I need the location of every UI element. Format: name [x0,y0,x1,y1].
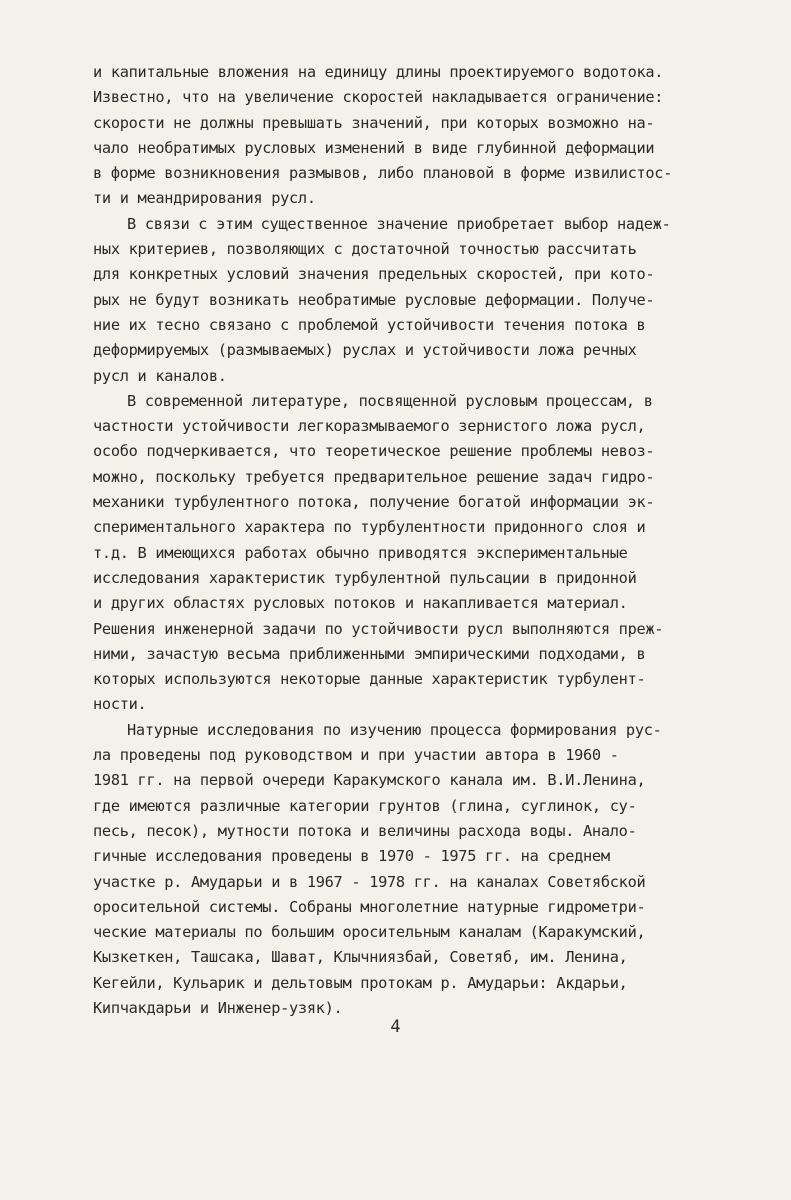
text-line: т.д. В имеющихся работах обычно приводятся экспериментальные [93,543,628,562]
text-line: ческие материалы по большим оросительным каналам (Каракумский, [93,923,646,942]
text-line: ними, зачастую весьма приближенными эмпирическими подходами, в [93,644,646,663]
text-line: песь, песок), мутности потока и величины расхода воды. Анало- [93,821,637,840]
page-number: 4 [390,1017,401,1037]
text-line: Кегейли, Кульарик и дельтовым протокам р. Амударьи: Акдарьи, [93,973,628,992]
text-line: механики турбулентного потока, получение богатой информации эк- [93,493,655,512]
text-line: 1981 гг. на первой очереди Каракумского канала им. В.И.Ленина, [93,771,646,790]
text-line: ти и меандрирования русл. [93,189,316,208]
text-line: В современной литературе, посвященной русловым процессам, в [127,391,653,410]
text-line: В связи с этим существенное значение приобретает выбор надеж- [127,214,671,233]
body-text [93,60,773,1021]
text-line: для конкретных условий значения предельных скоростей, при кото- [93,265,655,284]
text-line: чало необратимых русловых изменений в виде глубинной деформации [93,138,655,157]
text-line: ных критериев, позволяющих с достаточной точностью рассчитать [93,240,637,259]
text-line: Кипчакдарьи и Инженер-узяк). [93,998,343,1017]
text-line: участке р. Амударьи и в 1967 - 1978 гг. на каналах Советябской [93,872,646,891]
text-line: где имеются различные категории грунтов (глина, суглинок, су- [93,796,637,815]
text-line: скорости не должны превышать значений, при которых возможно на- [93,113,655,132]
text-line: ности. [93,695,147,714]
text-line: Решения инженерной задачи по устойчивости русл выполняются преж- [93,619,664,638]
text-line: Натурные исследования по изучению процесса формирования рус- [127,720,662,739]
text-line: частности устойчивости легкоразмываемого зернистого ложа русл, [93,417,646,436]
text-line: в форме возникновения размывов, либо плановой в форме извилистос- [93,164,673,183]
text-line: ла проведены под руководством и при участии автора в 1960 - [93,746,619,765]
text-line: оросительной системы. Собраны многолетние натурные гидрометри- [93,897,646,916]
text-line: рых не будут возникать необратимые русловые деформации. Получе- [93,290,655,309]
text-line: которых используются некоторые данные характеристик турбулент- [93,670,646,689]
text-line: исследования характеристик турбулентной пульсации в придонной [93,568,637,587]
text-line: особо подчеркивается, что теоретическое решение проблемы невоз- [93,442,655,461]
text-line: и других областях русловых потоков и накапливается материал. [93,594,628,613]
text-line: и капитальные вложения на единицу длины проектируемого водотока. [93,63,664,81]
text-line: Кызкеткен, Ташсака, Шават, Клычниязбай, Советяб, им. Ленина, [93,948,628,967]
text-line: ние их тесно связано с проблемой устойчивости течения потока в [93,315,646,334]
text-line: спериментального характера по турбулентности придонного слоя и [93,518,646,537]
text-line: можно, поскольку требуется предварительное решение задач гидро- [93,467,655,486]
text-line: деформируемых (размываемых) руслах и устойчивости ложа речных [93,341,637,360]
text-line: русл и каналов. [93,366,227,385]
text-line: Известно, что на увеличение скоростей накладывается ограничение: [93,88,664,107]
text-line: гичные исследования проведены в 1970 - 1975 гг. на среднем [93,847,610,866]
